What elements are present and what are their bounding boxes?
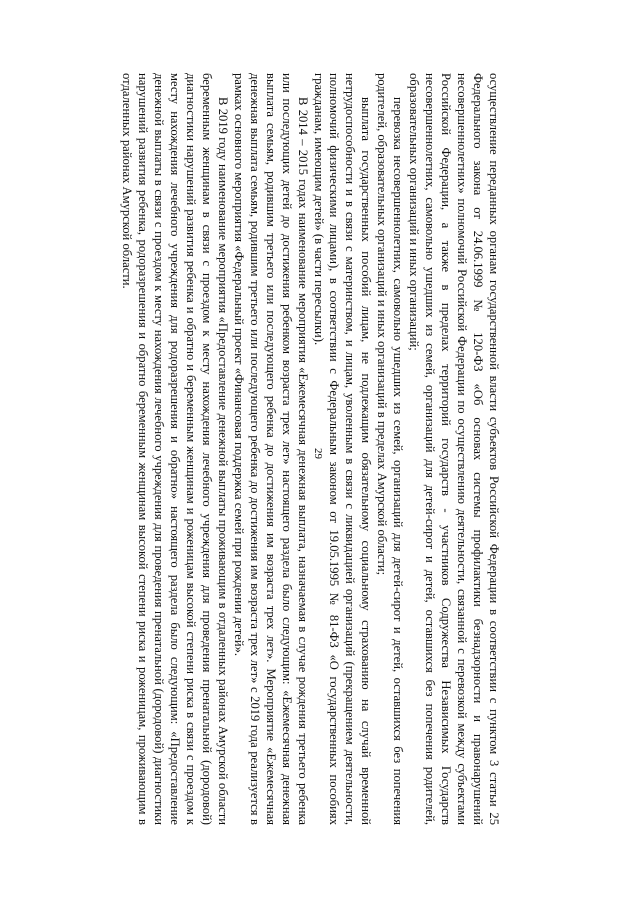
paragraph: перевозка несовершеннолетних, самовольно ушедших из семей, организаций для детей-сирот и детей, оставшихся без попечения родителей, образовательных организаций и иных организаций в пределах Амурской области;: [375, 73, 406, 825]
page-number: 29: [312, 448, 324, 459]
paragraph: В 2014 – 2015 годах наименование мероприятия «Ежемесячная денежная выплата, назначаемая в случае рождения третьего ребенка или последующих детей до достижения ребенком возраста трех лет» настоящего раздела было следующим: «Ежемесячная денежная выплата семьям, родившим третьего или последующего ребенка до достижения им возраста трех лет». Мероприятие «Ежемесячная денежная выплата семьям, родившим третьего или последующего ребенка до достижения им возраста трех лет» с 2019 года реализуется в рамках основного мероприятия «Федеральный проект «Финансовая поддержка семей при рождении детей».: [231, 73, 310, 825]
paragraph: выплата государственных пособий лицам, не подлежащим обязательному социальному страхованию на случай временной нетрудоспособности и в связи с материнством, и лицам, уволенным в связи с ликвидацией организаций (прекращением деятельности, полномочий физическими лицами), в соответствии с Федеральным законом от 19.05.1995 № 81-ФЗ «О государственных пособиях гражданам, имеющим детей» (в части пересылки).: [311, 73, 374, 825]
paragraph: В 2019 году наименование мероприятия «Предоставление денежной выплаты проживающим в отдаленных районах Амурской области беременным женщинам в связи с проездом к месту нахождения лечебного учреждения для проведения пренатальной (дородовой) диагностики нарушений развития ребенка и обратно и беременным женщинам и роженицам высокой степени риска в связи с проездом к месту нахождения лечебного учреждения для родоразрешения и обратно» настоящего раздела было следующим: «Предоставление денежной выплаты в связи с проездом к месту нахождения лечебного учреждения для проведения пренатальной (дородовой) диагностики нарушений развития ребенка, родоразрешения и обратно беременным женщинам высокой степени риска и роженицам, проживающим в отдаленных районах Амурской области.: [120, 73, 230, 825]
document-body: [120, 73, 501, 825]
paragraph: осуществление переданных органам государственной власти субъектов Российской Федерации в соответствии с пунктом 3 статьи 25 Федерального закона от 24.06.1999 № 120-ФЗ «Об основах системы профилактики безнадзорности и правонарушений несовершеннолетних» полномочий Российской Федерации по осуществлению деятельности, связанной с перевозкой между субъектами Российской Федерации, а также в пределах территорий государств - участников Содружества Независимых Государств несовершеннолетних, самовольно ушедших из семей, организаций для детей-сирот и детей, оставшихся без попечения родителей, образовательных организаций и иных организаций;: [407, 73, 501, 825]
